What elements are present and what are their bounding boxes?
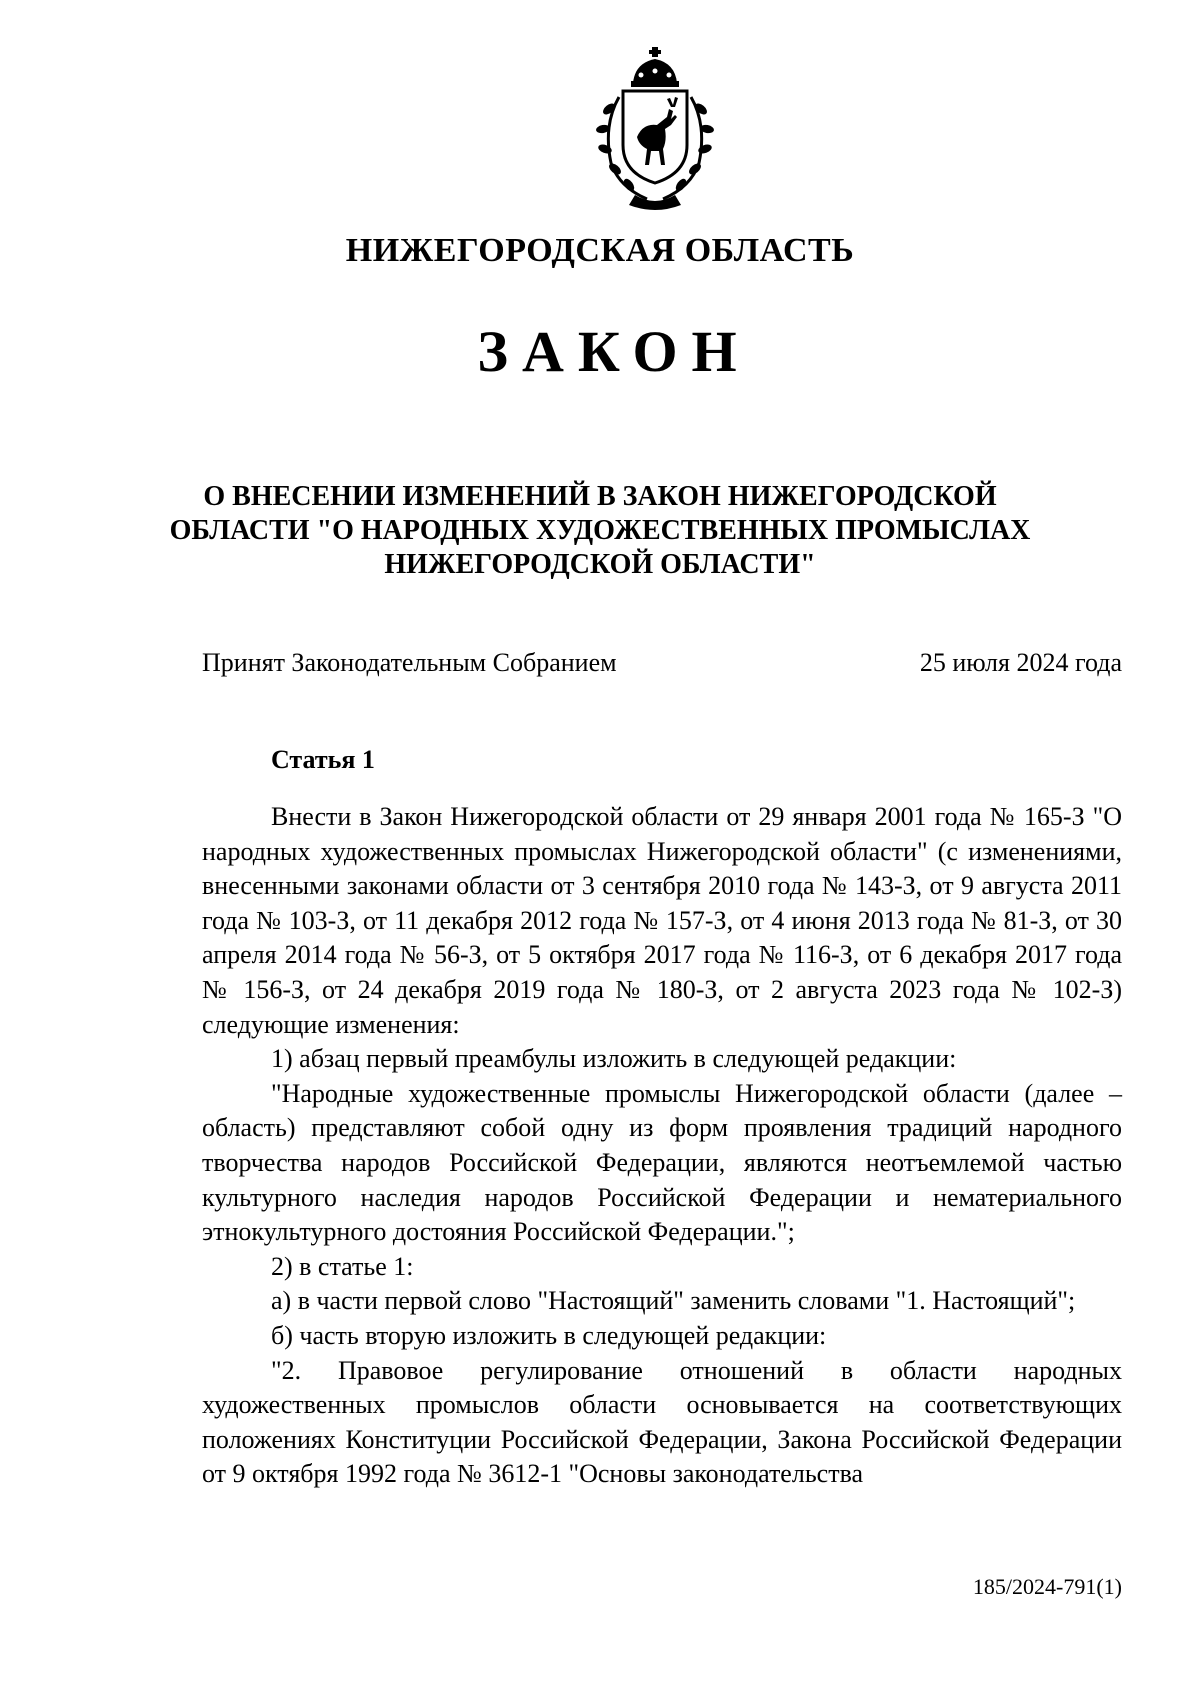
article-paragraph: а) в части первой слово "Настоящий" заменить словами "1. Настоящий"; bbox=[271, 1286, 1076, 1316]
article-paragraph: "2. Правовое регулирование отношений в области народных художественных промыслов области основывается на соответствующих положениях Конституции Российской Федерации, Закона Российской Федерации от 9 октября 1992 года № 3612-1 "Основы законодательства bbox=[202, 1355, 1122, 1489]
subject-line: О ВНЕСЕНИИ ИЗМЕНЕНИЙ В ЗАКОН НИЖЕГОРОДСКОЙ bbox=[203, 481, 997, 512]
subject-line: НИЖЕГОРОДСКОЙ ОБЛАСТИ" bbox=[384, 549, 816, 580]
adoption-date: 25 июля 2024 года bbox=[919, 648, 1122, 677]
subject-line: ОБЛАСТИ "О НАРОДНЫХ ХУДОЖЕСТВЕННЫХ ПРОМЫСЛАХ bbox=[169, 515, 1031, 546]
article-heading: Статья 1 bbox=[271, 745, 375, 774]
article-paragraph: Внести в Закон Нижегородской области от 29 января 2001 года № 165-З "О народных художественных промыслах Нижегородской области" (с изменениями, внесенными законами области от 3 сентября 2010 года № 143-З, от 9 августа 2011 года № 103-З, от 11 декабря 2012 года № 157-З, от 4 июня 2013 года № 81-З, от 30 апреля 2014 года № 56-З, от 5 октября 2017 года № 116-З, от 6 декабря 2017 года № 156-З, от 24 декабря 2019 года № 180-З, от 2 августа 2023 года № 102-З) следующие изменения: bbox=[202, 802, 1122, 1039]
article-paragraph: "Народные художественные промыслы Нижегородской области (далее – область) представляют собой одну из форм проявления традиций народного творчества народов Российской Федерации, являются неотъемлемой частью культурного наследия народов Российской Федерации и нематериального этнокультурного достояния Российской Федерации."; bbox=[202, 1078, 1122, 1247]
document-type-title: ЗАКОН bbox=[477, 319, 751, 384]
adopting-body: Принят Законодательным Собранием bbox=[202, 648, 617, 677]
adoption-line bbox=[202, 648, 1122, 678]
coat-of-arms-icon bbox=[585, 45, 725, 210]
law-subject-title bbox=[150, 480, 1050, 582]
article-body bbox=[202, 800, 1122, 1492]
document-number: 185/2024-791(1) bbox=[972, 1574, 1122, 1599]
article-paragraph: 2) в статье 1: bbox=[271, 1251, 414, 1281]
article-paragraph: б) часть вторую изложить в следующей редакции: bbox=[271, 1320, 827, 1350]
article-paragraph: 1) абзац первый преамбулы изложить в следующей редакции: bbox=[271, 1044, 957, 1074]
region-title: НИЖЕГОРОДСКАЯ ОБЛАСТЬ bbox=[345, 232, 855, 269]
